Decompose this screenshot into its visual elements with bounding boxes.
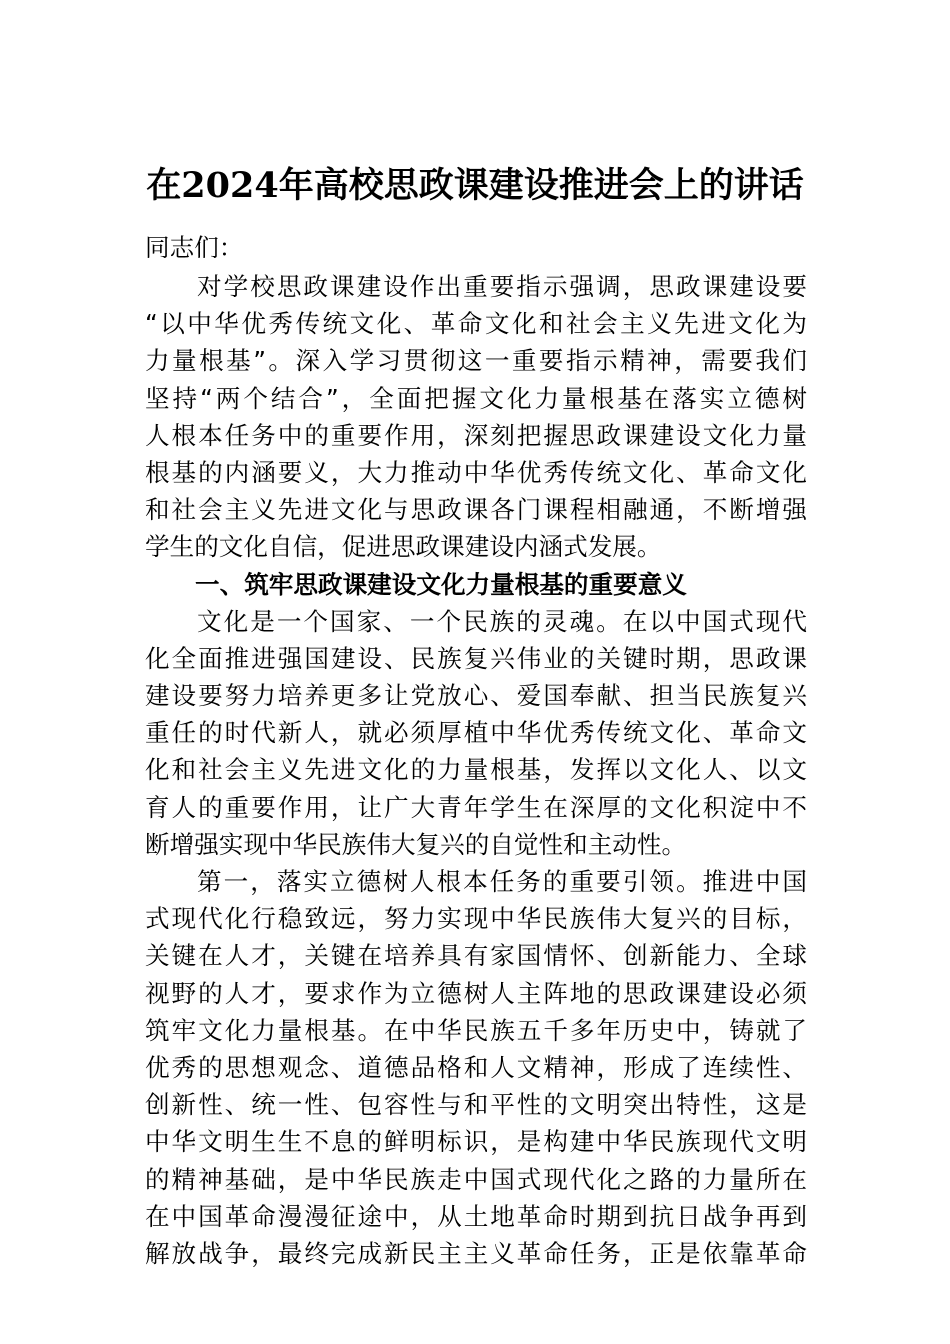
section-heading: 一、筑牢思政课建设文化力量根基的重要意义 — [195, 569, 687, 599]
text-line: 第一，落实立德树人根本任务的重要引领。推进中国 — [197, 867, 807, 896]
text-line: 和社会主义先进文化与思政课各门课程相融通，不断增强 — [145, 495, 807, 525]
text-line: 对学校思政课建设作出重要指示强调，思政课建设要 — [197, 272, 807, 301]
text-line: 文化是一个国家、一个民族的灵魂。在以中国式现代 — [197, 606, 807, 636]
text-line: 优秀的思想观念、道德品格和人文精神，形成了连续性、 — [145, 1052, 807, 1082]
text-line: 解放战争，最终完成新民主主义革命任务，正是依靠革命 — [145, 1238, 807, 1268]
text-line: 在中国革命漫漫征途中，从土地革命时期到抗日战争再到 — [145, 1201, 807, 1231]
text-line: 筑牢文化力量根基。在中华民族五千多年历史中，铸就了 — [145, 1015, 807, 1045]
text-line: 育人的重要作用，让广大青年学生在深厚的文化积淀中不 — [145, 792, 807, 822]
text-line: 视野的人才，要求作为立德树人主阵地的思政课建设必须 — [145, 978, 807, 1008]
text-line: 中华文明生生不息的鲜明标识，是构建中华民族现代文明 — [145, 1127, 807, 1157]
text-line: 坚持“两个结合”，全面把握文化力量根基在落实立德树 — [145, 383, 807, 413]
paragraph-lines — [145, 268, 807, 1272]
text-line: 式现代化行稳致远，努力实现中华民族伟大复兴的目标， — [145, 904, 807, 934]
text-line: 的精神基础，是中华民族走中国式现代化之路的力量所在 — [145, 1164, 807, 1194]
text-line: 学生的文化自信，促进思政课建设内涵式发展。 — [145, 532, 662, 562]
text-line: 化和社会主义先进文化的力量根基，发挥以文化人、以文 — [145, 755, 807, 785]
text-line: 建设要努力培养更多让党放心、爱国奉献、担当民族复兴 — [145, 681, 807, 711]
text-line: 力量根基”。深入学习贯彻这一重要指示精神，需要我们 — [145, 346, 807, 376]
text-line: 重任的时代新人，就必须厚植中华优秀传统文化、革命文 — [145, 718, 807, 748]
text-line: 断增强实现中华民族伟大复兴的自觉性和主动性。 — [145, 829, 687, 859]
text-line: 创新性、统一性、包容性与和平性的文明突出特性，这是 — [145, 1090, 807, 1120]
document-title: 在2024年高校思政课建设推进会上的讲话 — [146, 165, 804, 206]
text-line: 关键在人才，关键在培养具有家国情怀、创新能力、全球 — [145, 941, 807, 971]
text-line: “以中华优秀传统文化、革命文化和社会主义先进文化为 — [145, 309, 807, 339]
text-line: 人根本任务中的重要作用，深刻把握思政课建设文化力量 — [145, 420, 807, 450]
text-line: 根基的内涵要义，大力推动中华优秀传统文化、革命文化 — [145, 457, 807, 487]
text-line: 化全面推进强国建设、民族复兴伟业的关键时期，思政课 — [145, 643, 807, 673]
salutation: 同志们： — [145, 233, 244, 262]
document-body — [145, 228, 807, 1272]
